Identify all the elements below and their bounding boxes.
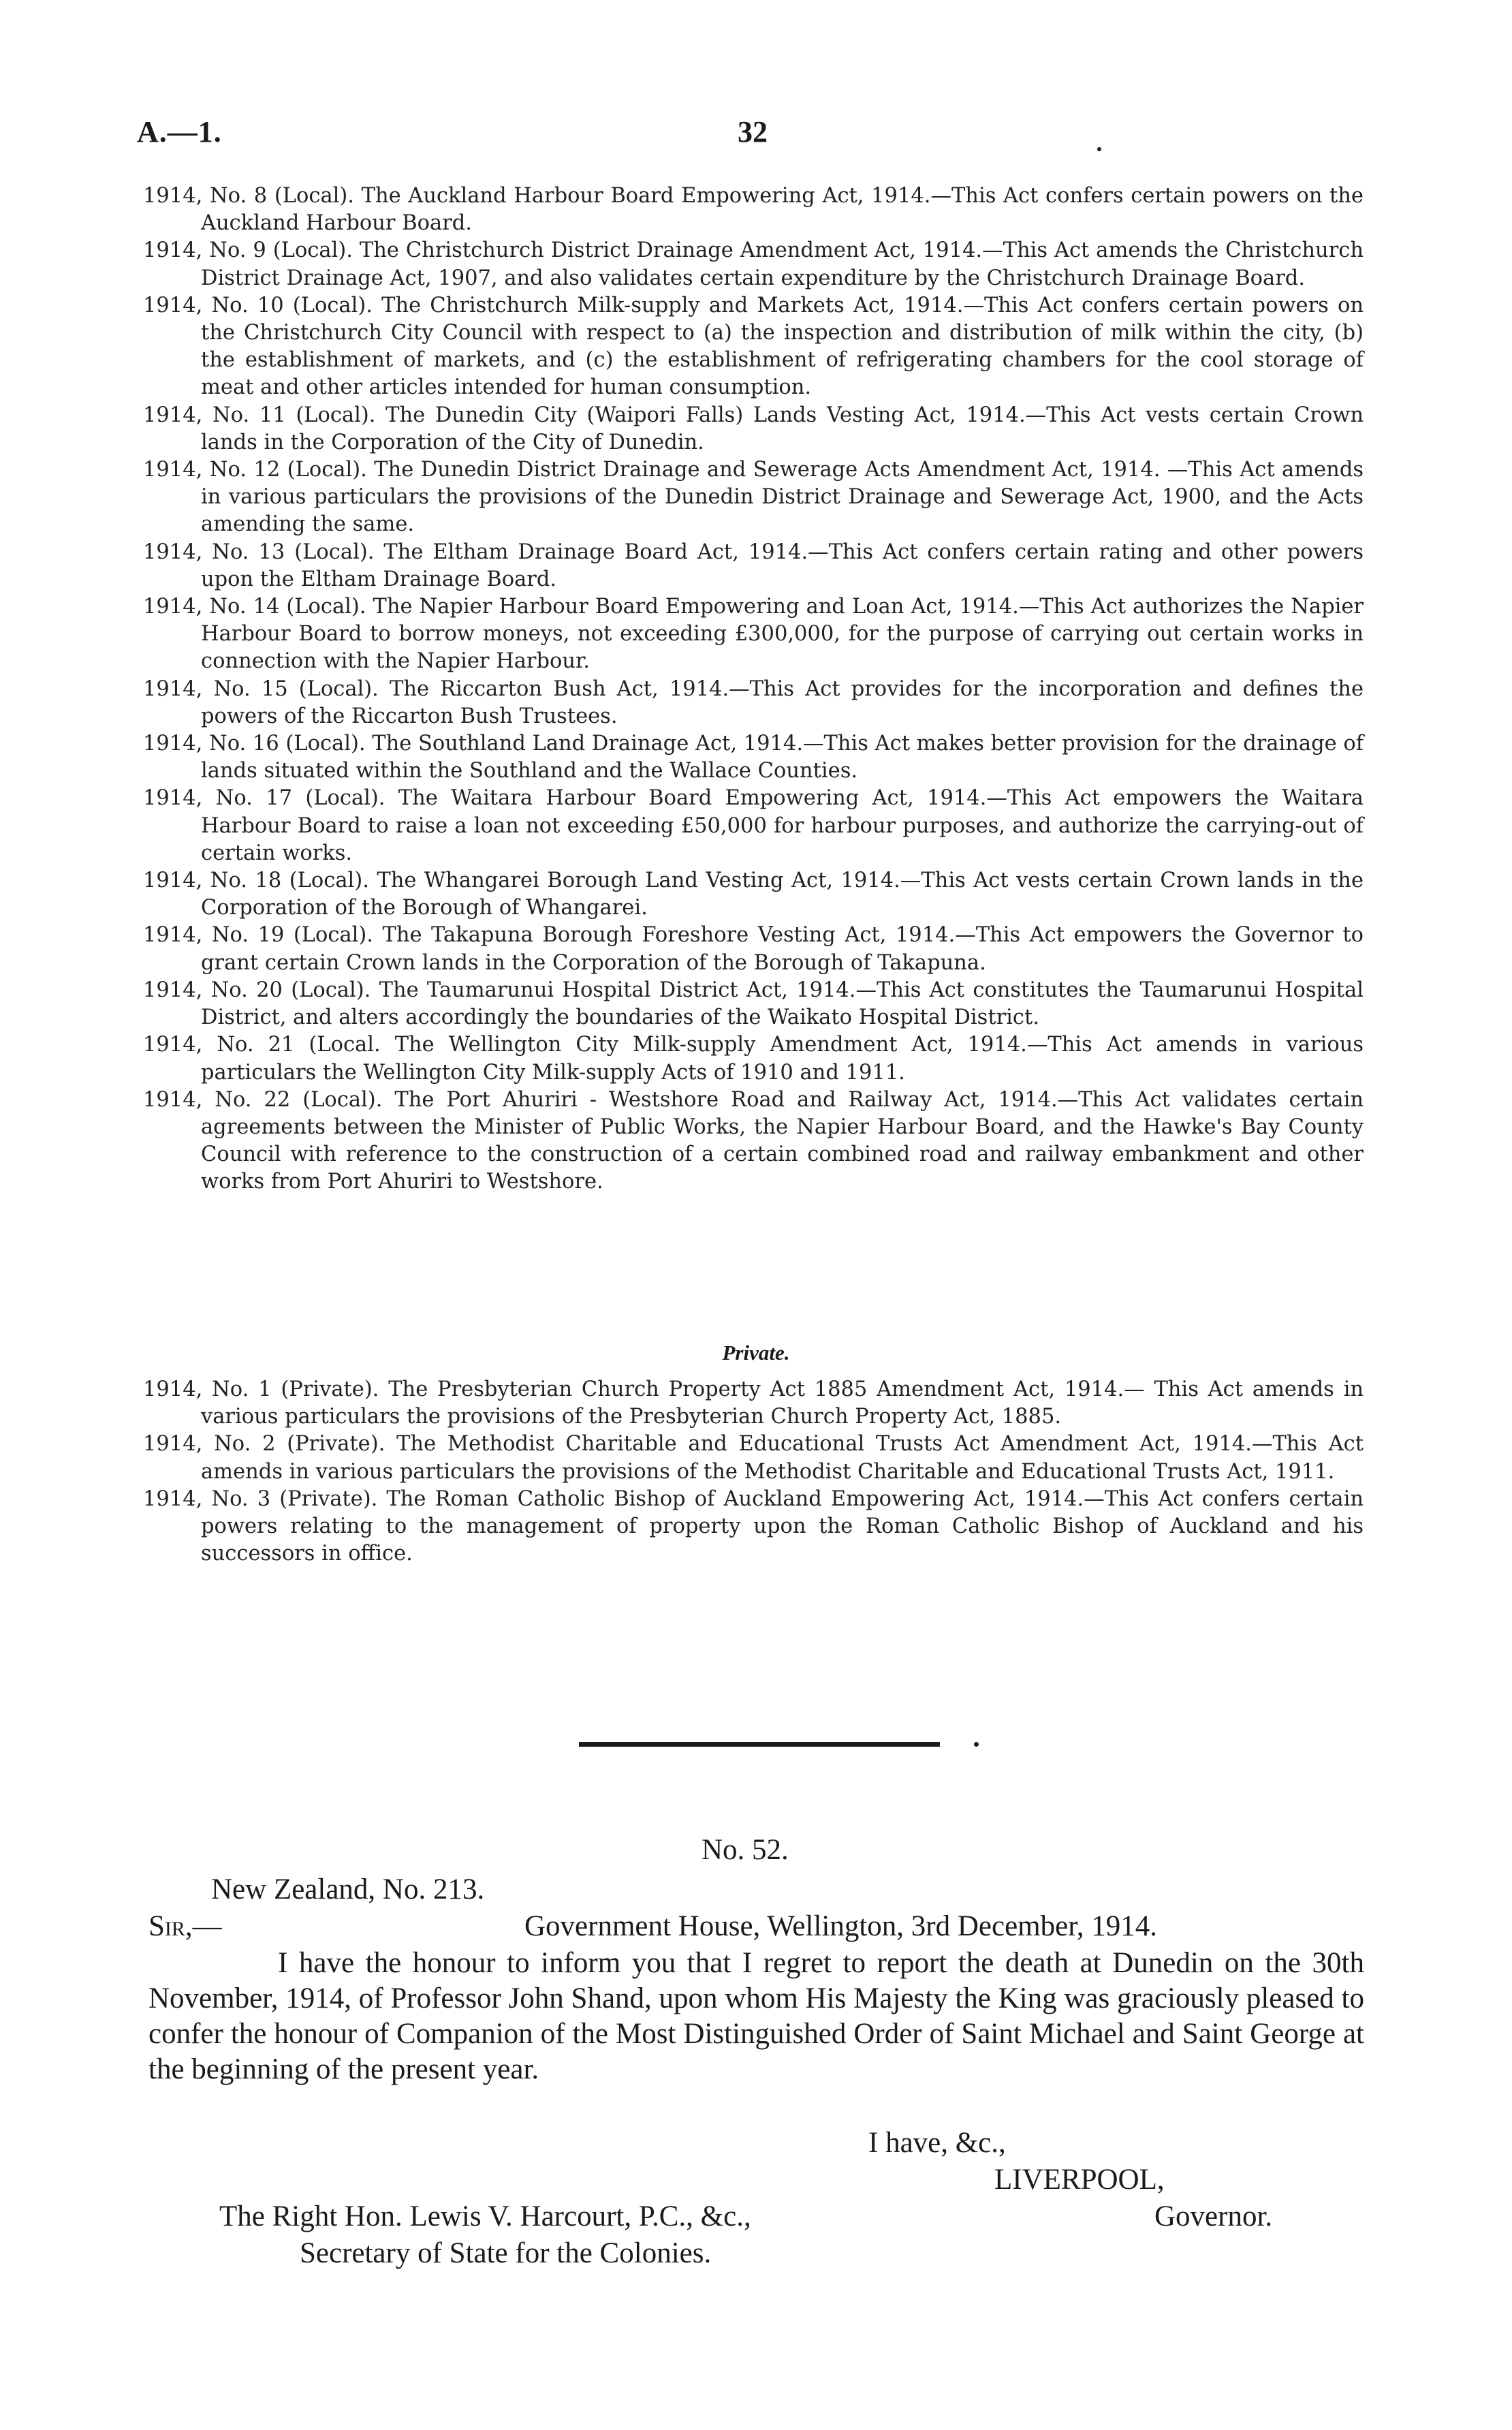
act-entry: 1914, No. 14 (Local). The Napier Harbour Board Empowering and Loan Act, 1914.—This Act authorizes the Napier Harbour Board to borrow moneys, not exceeding £300,000, for the purpose of carrying out certain works in connection with the Napier Harbour. <box>143 595 1364 674</box>
despatch-number: No. 52. <box>702 1834 789 1866</box>
addressee-name: The Right Hon. Lewis V. Harcourt, P.C., &c., <box>219 2200 751 2232</box>
act-entry: 1914, No. 9 (Local). The Christchurch District Drainage Amendment Act, 1914.—This Act amends the Christchurch District Drainage Act, 1907, and also validates certain expenditure by the Christchurch Drainage Board. <box>143 238 1364 290</box>
act-entry: 1914, No. 2 (Private). The Methodist Charitable and Educational Trusts Act Amendment Act, 1914.—This Act amends in various particulars the provisions of the Methodist Charitable and Educational Trusts Act, 1911. <box>143 1432 1364 1484</box>
act-entry: 1914, No. 1 (Private). The Presbyterian Church Property Act 1885 Amendment Act, 1914.— This Act amends in various particulars the provisions of the Presbyterian Church Property Act, 1885. <box>143 1377 1364 1429</box>
act-entry: 1914, No. 18 (Local). The Whangarei Borough Land Vesting Act, 1914.—This Act vests certain Crown lands in the Corporation of the Borough of Whangarei. <box>143 869 1364 920</box>
series-code: A.—1. <box>137 115 222 149</box>
header-dot <box>1097 147 1101 151</box>
act-entry: 1914, No. 12 (Local). The Dunedin District Drainage and Sewerage Acts Amendment Act, 1914. —This Act amends in various particulars the provisions of the Dunedin District Drainage and Sewerage Act, 1900, and the Acts amending the same. <box>143 458 1364 537</box>
act-entry: 1914, No. 22 (Local). The Port Ahuriri - Westshore Road and Railway Act, 1914.—This Act validates certain agreements between the Minister of Public Works, the Napier Harbour Board, and the Hawke's Bay County Council with reference to the construction of a certain combined road and railway embankment and other works from Port Ahuriri to Westshore. <box>143 1087 1364 1194</box>
act-entry: 1914, No. 17 (Local). The Waitara Harbour Board Empowering Act, 1914.—This Act empowers the Waitara Harbour Board to raise a loan not exceeding £50,000 for harbour purposes, and authorize the carrying-out of certain works. <box>143 786 1364 865</box>
act-entry: 1914, No. 20 (Local). The Taumarunui Hospital District Act, 1914.—This Act constitutes the Taumarunui Hospital District, and alters accordingly the boundaries of the Waikato Hospital District. <box>143 978 1364 1030</box>
private-section-heading: Private. <box>722 1341 790 1365</box>
act-entry: 1914, No. 21 (Local. The Wellington City Milk-supply Amendment Act, 1914.—This Act amends in various particulars the Wellington City Milk-supply Acts of 1910 and 1911. <box>143 1033 1364 1085</box>
act-entry: 1914, No. 19 (Local). The Takapuna Borough Foreshore Vesting Act, 1914.—This Act empowers the Governor to grant certain Crown lands in the Corporation of the Borough of Takapuna. <box>143 923 1364 975</box>
complimentary-close: I have, &c., <box>868 2127 1006 2159</box>
divider-dot <box>974 1742 979 1747</box>
act-entry: 1914, No. 10 (Local). The Christchurch Milk-supply and Markets Act, 1914.—This Act confers certain powers on the Christchurch City Council with respect to (a) the inspection and distribution of milk within the city, (b) the establishment of markets, and (c) the establishment of refrigerating chambers for the cool storage of meat and other articles intended for human consumption. <box>143 293 1364 400</box>
local-acts-list <box>143 183 1364 1196</box>
letter-body: I have the honour to inform you that I regret to report the death at Dunedin on the 30th November, 1914, of Professor John Shand, upon whom His Majesty the King was graciously pleased to confer the honour of Companion of the Most Distinguished Order of Saint Michael and Saint George at the beginning of the present year. <box>148 1947 1364 2085</box>
running-head <box>133 114 1372 155</box>
signatory-title: Governor. <box>1154 2200 1273 2232</box>
page-number: 32 <box>738 115 768 149</box>
act-entry: 1914, No. 15 (Local). The Riccarton Bush Act, 1914.—This Act provides for the incorporation and defines the powers of the Riccarton Bush Trustees. <box>143 676 1364 728</box>
act-entry: 1914, No. 8 (Local). The Auckland Harbour Board Empowering Act, 1914.—This Act confers certain powers on the Auckland Harbour Board. <box>143 184 1364 236</box>
despatch-reference: New Zealand, No. 213. <box>211 1873 485 1905</box>
act-entry: 1914, No. 16 (Local). The Southland Land Drainage Act, 1914.—This Act makes better provision for the drainage of lands situated within the Southland and the Wallace Counties. <box>143 732 1364 783</box>
salutation: Sir,— <box>148 1910 222 1942</box>
signatory-name: LIVERPOOL, <box>994 2164 1165 2196</box>
section-divider-rule <box>579 1742 940 1747</box>
private-acts-list <box>143 1376 1364 1568</box>
act-entry: 1914, No. 3 (Private). The Roman Catholic Bishop of Auckland Empowering Act, 1914.—This Act confers certain powers relating to the management of property upon the Roman Catholic Bishop of Auckland and his successors in office. <box>143 1486 1364 1566</box>
act-entry: 1914, No. 13 (Local). The Eltham Drainage Board Act, 1914.—This Act confers certain rating and other powers upon the Eltham Drainage Board. <box>143 540 1364 591</box>
act-entry: 1914, No. 11 (Local). The Dunedin City (Waipori Falls) Lands Vesting Act, 1914.—This Act vests certain Crown lands in the Corporation of the City of Dunedin. <box>143 403 1364 454</box>
addressee-title: Secretary of State for the Colonies. <box>300 2237 712 2269</box>
dateline: Government House, Wellington, 3rd December, 1914. <box>524 1910 1158 1942</box>
